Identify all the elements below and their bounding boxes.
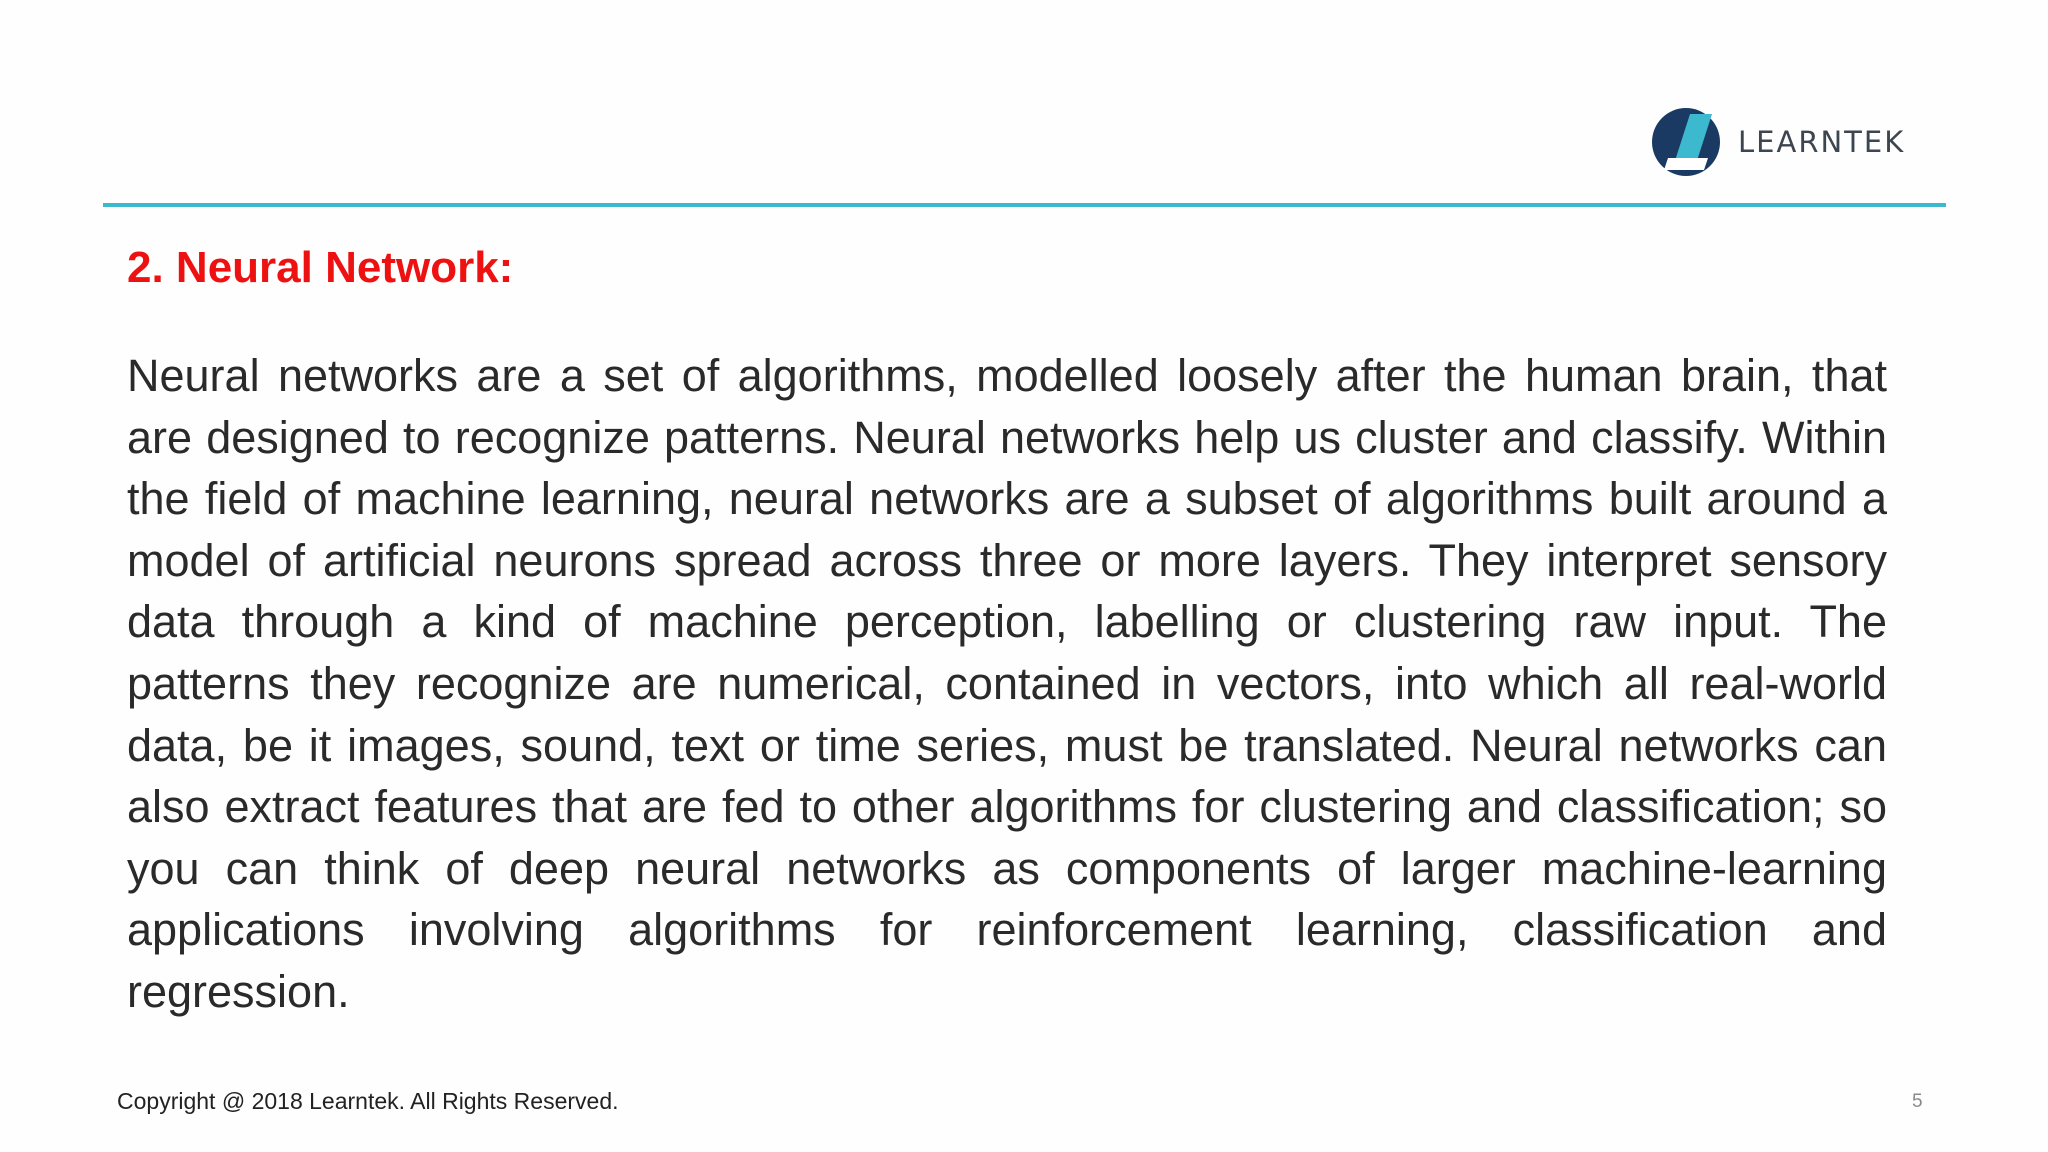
brand-logo (1650, 104, 1940, 180)
page-number: 5 (1912, 1091, 1923, 1112)
brand-name: LEARNTEK (1738, 125, 1906, 159)
learntek-logo-icon (1650, 106, 1722, 178)
header-divider (103, 203, 1946, 207)
section-title: 2. Neural Network: (127, 243, 514, 292)
body-paragraph: Neural networks are a set of algorithms, modelled loosely after the human brain, that are designed to recognize patterns. Neural networks help us cluster and classify. Within the field of machine learning, neural networks are a subset of algorithms built around a model of artificial neurons spread across three or more layers. They interpret sensory data through a kind of machine perception, labelling or clustering raw input. The patterns they recognize are numerical, contained in vectors, into which all real-world data, be it images, sound, text or time series, must be translated. Neural networks can also extract features that are fed to other algorithms for clustering and classification; so you can think of deep neural networks as components of larger machine-learning applications involving algorithms for reinforcement learning, classification and regression. (127, 350, 1887, 1017)
footer-copyright: Copyright @ 2018 Learntek. All Rights Reserved. (117, 1088, 619, 1114)
